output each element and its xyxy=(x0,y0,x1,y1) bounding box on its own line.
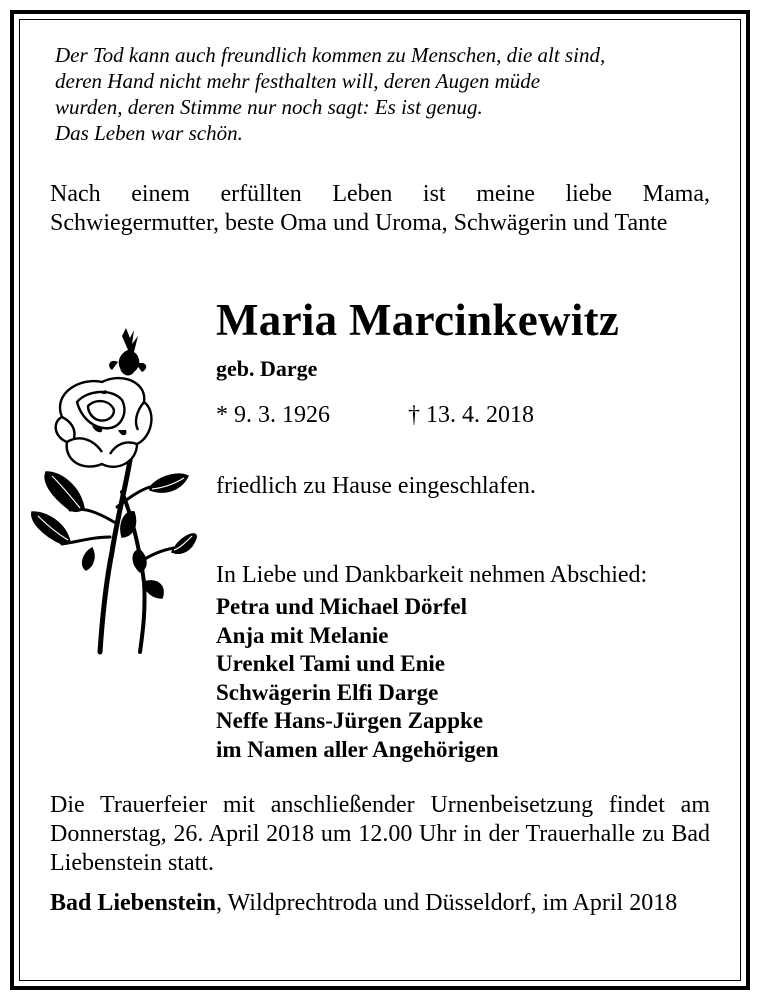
funeral-service-text: Die Trauerfeier mit anschließender Urnenbeisetzung findet am Donnerstag, 26. April 2018 um 12.00 Uhr in der Trauerhalle zu Bad Liebenstein statt. xyxy=(50,792,710,876)
mourner-item: Urenkel Tami und Enie xyxy=(216,651,446,677)
place-date-line xyxy=(50,889,710,918)
mourners-list xyxy=(216,593,499,765)
farewell-heading: In Liebe und Dankbarkeit nehmen Abschied: xyxy=(216,562,648,588)
mourner-item: Anja mit Melanie xyxy=(216,622,389,648)
mourner-item: Schwägerin Elfi Darge xyxy=(216,679,439,705)
poem-line: wurden, deren Stimme nur noch sagt: Es ist genug. xyxy=(55,95,483,119)
mourner-item: Neffe Hans-Jürgen Zappke xyxy=(216,708,484,734)
deceased-name: Maria Marcinkewitz xyxy=(216,295,620,345)
poem-line: Das Leben war schön. xyxy=(55,121,243,145)
poem-line: deren Hand nicht mehr festhalten will, deren Augen müde xyxy=(55,69,541,93)
mourner-item: im Namen aller Angehörigen xyxy=(216,736,499,762)
place-rest: , Wildprechtroda und Düsseldorf, im April 2018 xyxy=(216,890,678,916)
poem-line: Der Tod kann auch freundlich kommen zu Menschen, die alt sind, xyxy=(55,43,606,67)
birth-date: * 9. 3. 1926 xyxy=(216,402,330,428)
mourner-item: Petra und Michael Dörfel xyxy=(216,594,468,619)
place-bold: Bad Liebenstein xyxy=(50,890,217,916)
intro-text: Nach einem erfüllten Leben ist meine liebe Mama, Schwiegermutter, beste Oma und Uroma, Schwägerin und Tante xyxy=(50,181,710,236)
rose-icon xyxy=(22,322,197,657)
death-date: † 13. 4. 2018 xyxy=(408,402,534,428)
memorial-poem xyxy=(55,42,715,146)
maiden-name: geb. Darge xyxy=(216,356,318,381)
passing-text: friedlich zu Hause eingeschlafen. xyxy=(216,473,536,499)
